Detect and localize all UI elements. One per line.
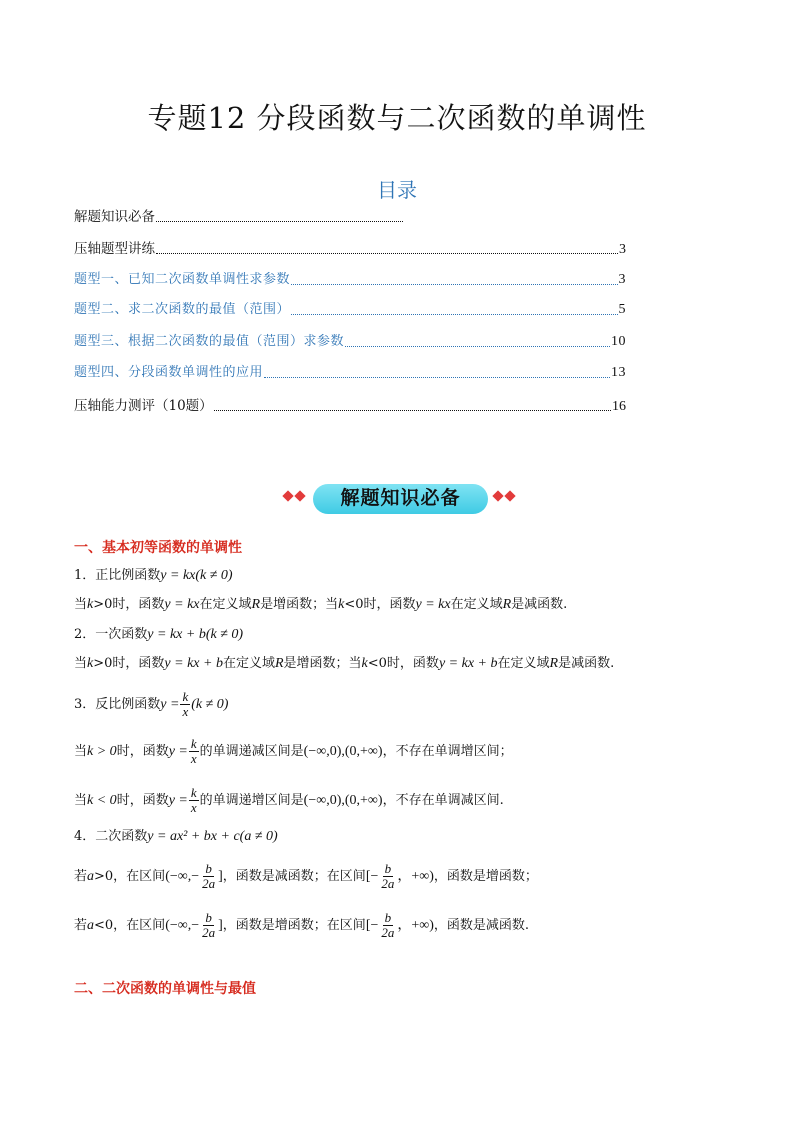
item-1-text bbox=[74, 595, 567, 615]
numerator: k bbox=[190, 785, 197, 800]
toc-item-type-4[interactable] bbox=[74, 361, 626, 383]
denominator: 2a bbox=[381, 925, 395, 940]
denominator: x bbox=[182, 704, 189, 719]
toc-leader-dots bbox=[156, 220, 403, 222]
toc-leader-dots bbox=[345, 345, 610, 347]
item-3-text-b bbox=[74, 786, 504, 815]
interval: (−∞,0),(0,+∞) bbox=[303, 793, 383, 808]
text: ，函数是减函数；在区间 bbox=[222, 869, 366, 884]
formula: y = kx + b bbox=[438, 656, 498, 671]
text: 若 bbox=[74, 918, 88, 933]
text: 当 bbox=[74, 656, 88, 671]
interval-start: [− bbox=[365, 869, 379, 884]
text: ，函数是减函数. bbox=[433, 918, 530, 933]
formula: k < 0 bbox=[87, 793, 117, 808]
toc-item-label: 压轴能力测评（10题） bbox=[74, 398, 213, 414]
toc-item-label: 题型三、根据二次函数的最值（范围）求参数 bbox=[74, 334, 345, 349]
denominator: 2a bbox=[381, 876, 395, 891]
item-label: 4．二次函数 bbox=[74, 829, 148, 844]
fraction bbox=[200, 862, 217, 891]
text: 是增函数；当 bbox=[260, 597, 339, 612]
text: ，不存在单调减区间. bbox=[382, 793, 504, 808]
toc-item-label: 压轴题型讲练 bbox=[74, 241, 155, 257]
formula: y = kx + b bbox=[164, 656, 223, 671]
numerator: b bbox=[384, 910, 392, 925]
text: 时，函数 bbox=[116, 744, 169, 759]
formula: y = kx(k ≠ 0) bbox=[160, 568, 233, 583]
var: k bbox=[361, 656, 368, 671]
var: k bbox=[87, 656, 94, 671]
text: 当 bbox=[74, 793, 88, 808]
fraction bbox=[180, 690, 190, 719]
toc-item-label: 题型一、已知二次函数单调性求参数 bbox=[74, 272, 291, 287]
text: <0时，函数 bbox=[344, 597, 416, 612]
interval-start: (−∞,− bbox=[165, 869, 200, 884]
item-4-text-a bbox=[74, 862, 538, 891]
toc-item-label: 解题知识必备 bbox=[74, 209, 155, 225]
toc-item-practice[interactable] bbox=[74, 237, 626, 259]
formula: y = ax² + bx + c(a ≠ 0) bbox=[147, 829, 278, 844]
item-3-text-a bbox=[74, 737, 513, 766]
formula: y = bbox=[168, 744, 188, 759]
text: >0，在区间 bbox=[94, 869, 166, 884]
text: <0，在区间 bbox=[94, 918, 166, 933]
denominator: 2a bbox=[202, 876, 216, 891]
diamond-ornament-left bbox=[282, 490, 308, 504]
toc-leader-dots bbox=[291, 313, 617, 315]
denominator: 2a bbox=[202, 925, 216, 940]
item-4-text-b bbox=[74, 911, 529, 940]
formula: y = kx + b(k ≠ 0) bbox=[147, 627, 244, 642]
text: >0时，函数 bbox=[93, 597, 165, 612]
fraction bbox=[379, 911, 396, 940]
numerator: b bbox=[384, 861, 392, 876]
formula: (k ≠ 0) bbox=[191, 697, 229, 712]
toc-item-page: 13 bbox=[611, 365, 626, 380]
section-heading-2: 二、二次函数的单调性与最值 bbox=[74, 981, 256, 997]
numerator: b bbox=[205, 861, 212, 876]
diamond-ornament-right bbox=[492, 490, 518, 504]
toc-item-page: 3 bbox=[619, 242, 626, 257]
text: 的单调递增区间是 bbox=[199, 793, 304, 808]
text: 的单调递减区间是 bbox=[199, 744, 304, 759]
numerator: k bbox=[182, 689, 189, 704]
text: 当 bbox=[74, 597, 88, 612]
text: <0时，函数 bbox=[367, 656, 439, 671]
toc-leader-dots bbox=[156, 252, 618, 254]
denominator: x bbox=[190, 800, 197, 815]
var: k bbox=[338, 597, 345, 612]
var: a bbox=[87, 918, 95, 933]
text: 在定义域 bbox=[222, 656, 275, 671]
text: 当 bbox=[74, 744, 88, 759]
toc-item-knowledge[interactable] bbox=[74, 205, 626, 227]
text: ，函数是增函数；在区间 bbox=[222, 918, 366, 933]
interval-start: [− bbox=[365, 918, 379, 933]
var: k bbox=[87, 597, 94, 612]
item-4-heading bbox=[74, 827, 278, 847]
interval-end: ，+∞) bbox=[397, 918, 434, 933]
item-label: 3．反比例函数 bbox=[74, 697, 161, 712]
toc-item-page: 5 bbox=[618, 302, 626, 317]
text: 是减函数. bbox=[511, 597, 568, 612]
fraction bbox=[189, 737, 199, 766]
item-3-heading bbox=[74, 690, 228, 719]
fraction bbox=[379, 862, 396, 891]
text: ，函数是增函数； bbox=[433, 869, 538, 884]
formula: y = kx bbox=[415, 597, 451, 612]
item-2-text bbox=[74, 654, 614, 674]
denominator: x bbox=[190, 751, 197, 766]
item-label: 1．正比例函数 bbox=[74, 568, 161, 583]
interval: (−∞,0),(0,+∞) bbox=[303, 744, 383, 759]
toc-item-type-3[interactable] bbox=[74, 330, 626, 352]
formula: y = kx bbox=[164, 597, 200, 612]
formula: y = bbox=[160, 697, 180, 712]
toc-item-label: 题型四、分段函数单调性的应用 bbox=[74, 365, 264, 380]
text: 是增函数；当 bbox=[283, 656, 362, 671]
text: 在定义域 bbox=[497, 656, 550, 671]
interval-start: (−∞,− bbox=[165, 918, 200, 933]
toc-item-test[interactable] bbox=[74, 394, 626, 416]
toc-item-label: 题型二、求二次函数的最值（范围） bbox=[74, 302, 291, 317]
text: 在定义域 bbox=[199, 597, 252, 612]
text: 在定义域 bbox=[450, 597, 503, 612]
item-2-heading bbox=[74, 625, 243, 645]
numerator: b bbox=[205, 910, 212, 925]
item-1-heading bbox=[74, 566, 233, 586]
toc-item-page: 16 bbox=[612, 399, 626, 414]
interval-end: ，+∞) bbox=[397, 869, 434, 884]
fraction bbox=[189, 786, 199, 815]
var: R bbox=[502, 597, 512, 612]
text: 若 bbox=[74, 869, 88, 884]
fraction bbox=[200, 911, 217, 940]
toc-item-page: 10 bbox=[611, 334, 626, 349]
item-label: 2．一次函数 bbox=[74, 627, 148, 642]
text: 是减函数. bbox=[558, 656, 615, 671]
toc-item-type-2[interactable] bbox=[74, 298, 626, 320]
toc-leader-dots bbox=[291, 283, 617, 285]
var: R bbox=[251, 597, 261, 612]
page-title: 专题12 分段函数与二次函数的单调性 bbox=[147, 101, 647, 135]
toc-leader-dots bbox=[214, 409, 611, 411]
text: >0时，函数 bbox=[93, 656, 165, 671]
interval-end: ] bbox=[218, 869, 223, 884]
formula: k > 0 bbox=[87, 744, 117, 759]
var: a bbox=[87, 869, 95, 884]
toc-item-page: 3 bbox=[618, 272, 626, 287]
toc-heading: 目录 bbox=[377, 178, 417, 202]
numerator: k bbox=[190, 736, 197, 751]
section-banner bbox=[280, 478, 520, 518]
text: 时，函数 bbox=[116, 793, 169, 808]
formula: y = bbox=[168, 793, 188, 808]
var: R bbox=[274, 656, 284, 671]
toc-leader-dots bbox=[264, 376, 610, 378]
banner-label: 解题知识必备 bbox=[340, 487, 461, 509]
toc-item-type-1[interactable] bbox=[74, 268, 626, 290]
interval-end: ] bbox=[218, 918, 223, 933]
var: R bbox=[549, 656, 559, 671]
section-heading-1: 一、基本初等函数的单调性 bbox=[74, 540, 242, 556]
text: ，不存在单调增区间； bbox=[382, 744, 513, 759]
